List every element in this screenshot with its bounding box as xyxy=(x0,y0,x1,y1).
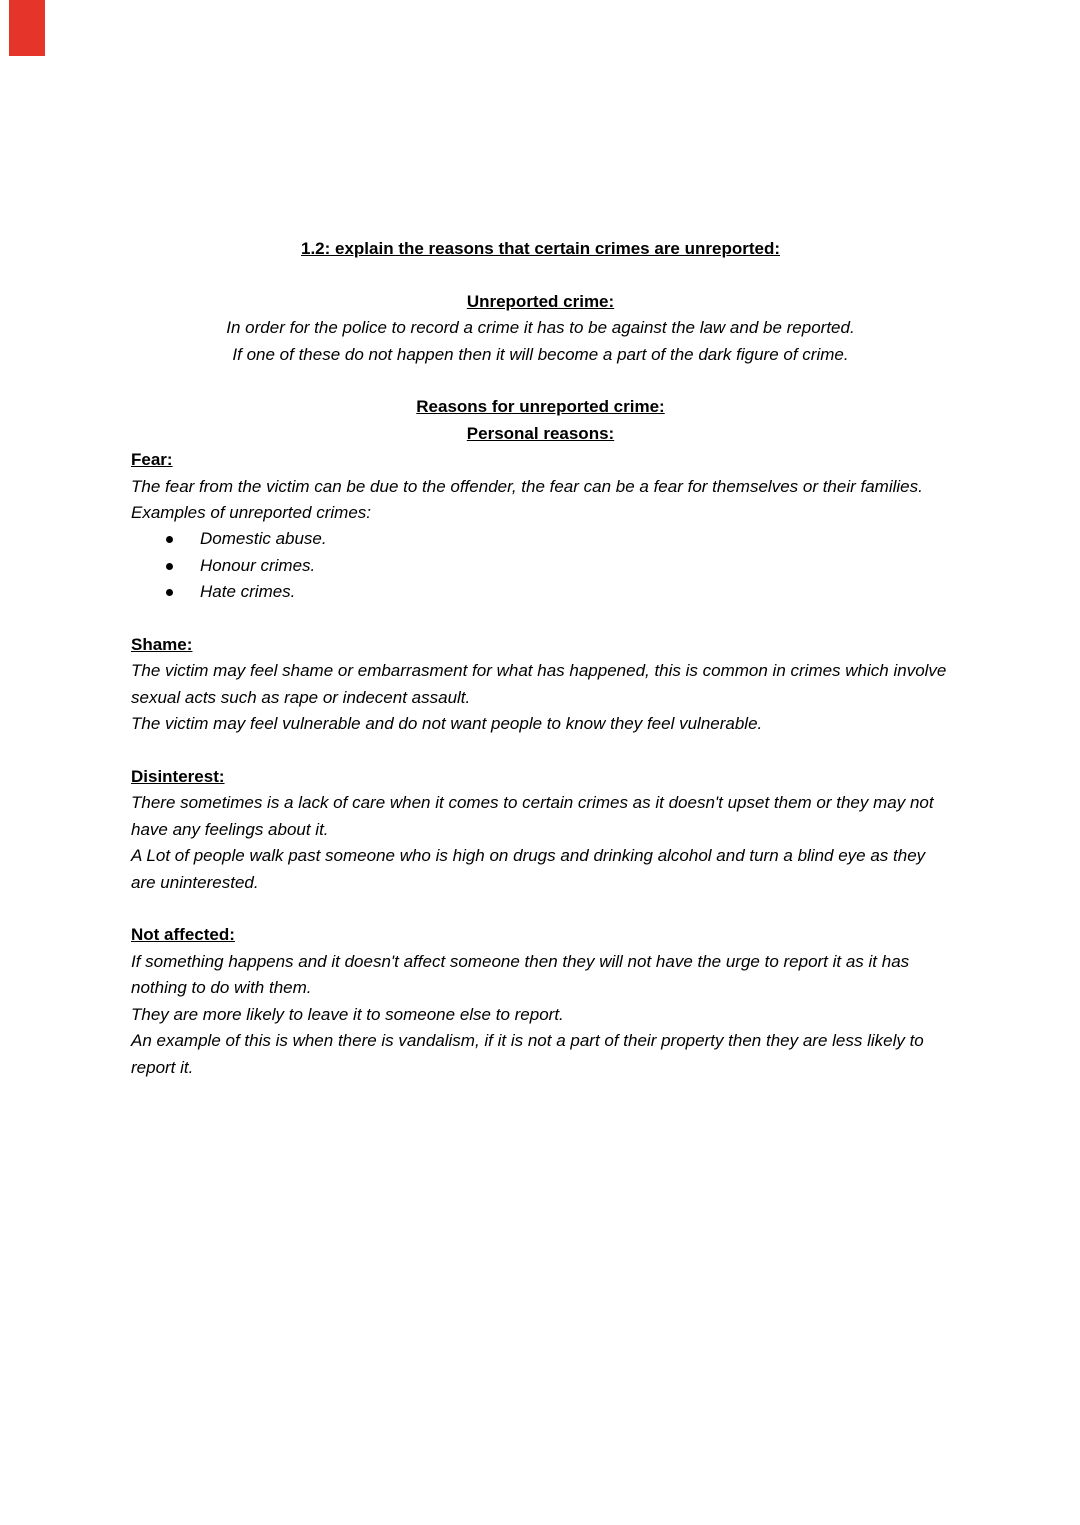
fear-heading: Fear: xyxy=(131,450,173,470)
bullet-icon xyxy=(166,536,173,543)
bullet-text-honour-crimes: Honour crimes. xyxy=(200,555,316,575)
not-affected-body-text-1: If something happens and it doesn't affect someone then they will not have the urge to report it as it has nothing to do with them. xyxy=(131,951,910,998)
list-item xyxy=(131,526,950,552)
personal-reasons-heading: Personal reasons: xyxy=(466,423,615,443)
blank-line xyxy=(131,262,950,288)
disinterest-body-text-2: A Lot of people walk past someone who is high on drugs and drinking alcohol and turn a blind eye as they are uninterested. xyxy=(131,846,926,892)
bullet-icon xyxy=(166,589,173,596)
shame-heading: Shame: xyxy=(131,635,193,655)
bullet-icon xyxy=(166,563,173,570)
blank-line xyxy=(131,738,950,764)
fear-examples-label: Examples of unreported crimes: xyxy=(131,503,371,523)
reasons-heading: Reasons for unreported crime: xyxy=(416,397,665,417)
unreported-crime-heading: Unreported crime: xyxy=(466,291,615,311)
page-title: 1.2: explain the reasons that certain crimes are unreported: xyxy=(301,239,780,258)
list-item xyxy=(131,553,950,579)
blank-line xyxy=(131,368,950,394)
unreported-crime-line-2: If one of these do not happen then it will become a part of the dark figure of crime. xyxy=(232,344,849,364)
not-affected-heading: Not affected: xyxy=(131,925,235,945)
bullet-text-domestic-abuse: Domestic abuse. xyxy=(200,529,327,549)
disinterest-heading: Disinterest: xyxy=(131,767,225,787)
blank-line xyxy=(131,606,950,632)
not-affected-body-text-2: They are more likely to leave it to someone else to report. xyxy=(131,1004,564,1024)
document-page xyxy=(131,236,950,1081)
fear-body-text: The fear from the victim can be due to the offender, the fear can be a fear for themselves or their families. xyxy=(131,476,923,496)
disinterest-body-text-1: There sometimes is a lack of care when it comes to certain crimes as it doesn't upset them or they may not have any feelings about it. xyxy=(131,793,934,839)
blank-line xyxy=(131,896,950,922)
bullet-text-hate-crimes: Hate crimes. xyxy=(200,582,296,602)
shame-body-text-2: The victim may feel vulnerable and do not want people to know they feel vulnerable. xyxy=(131,714,763,734)
red-corner-marker xyxy=(9,0,45,56)
unreported-crime-line-1: In order for the police to record a crime it has to be against the law and be reported. xyxy=(226,318,855,338)
shame-body-text-1: The victim may feel shame or embarrasment for what has happened, this is common in crimes which involve sexual acts such as rape or indecent assault. xyxy=(131,661,947,707)
list-item xyxy=(131,579,950,605)
not-affected-body-text-3: An example of this is when there is vandalism, if it is not a part of their property then they are less likely to report it. xyxy=(131,1031,924,1077)
